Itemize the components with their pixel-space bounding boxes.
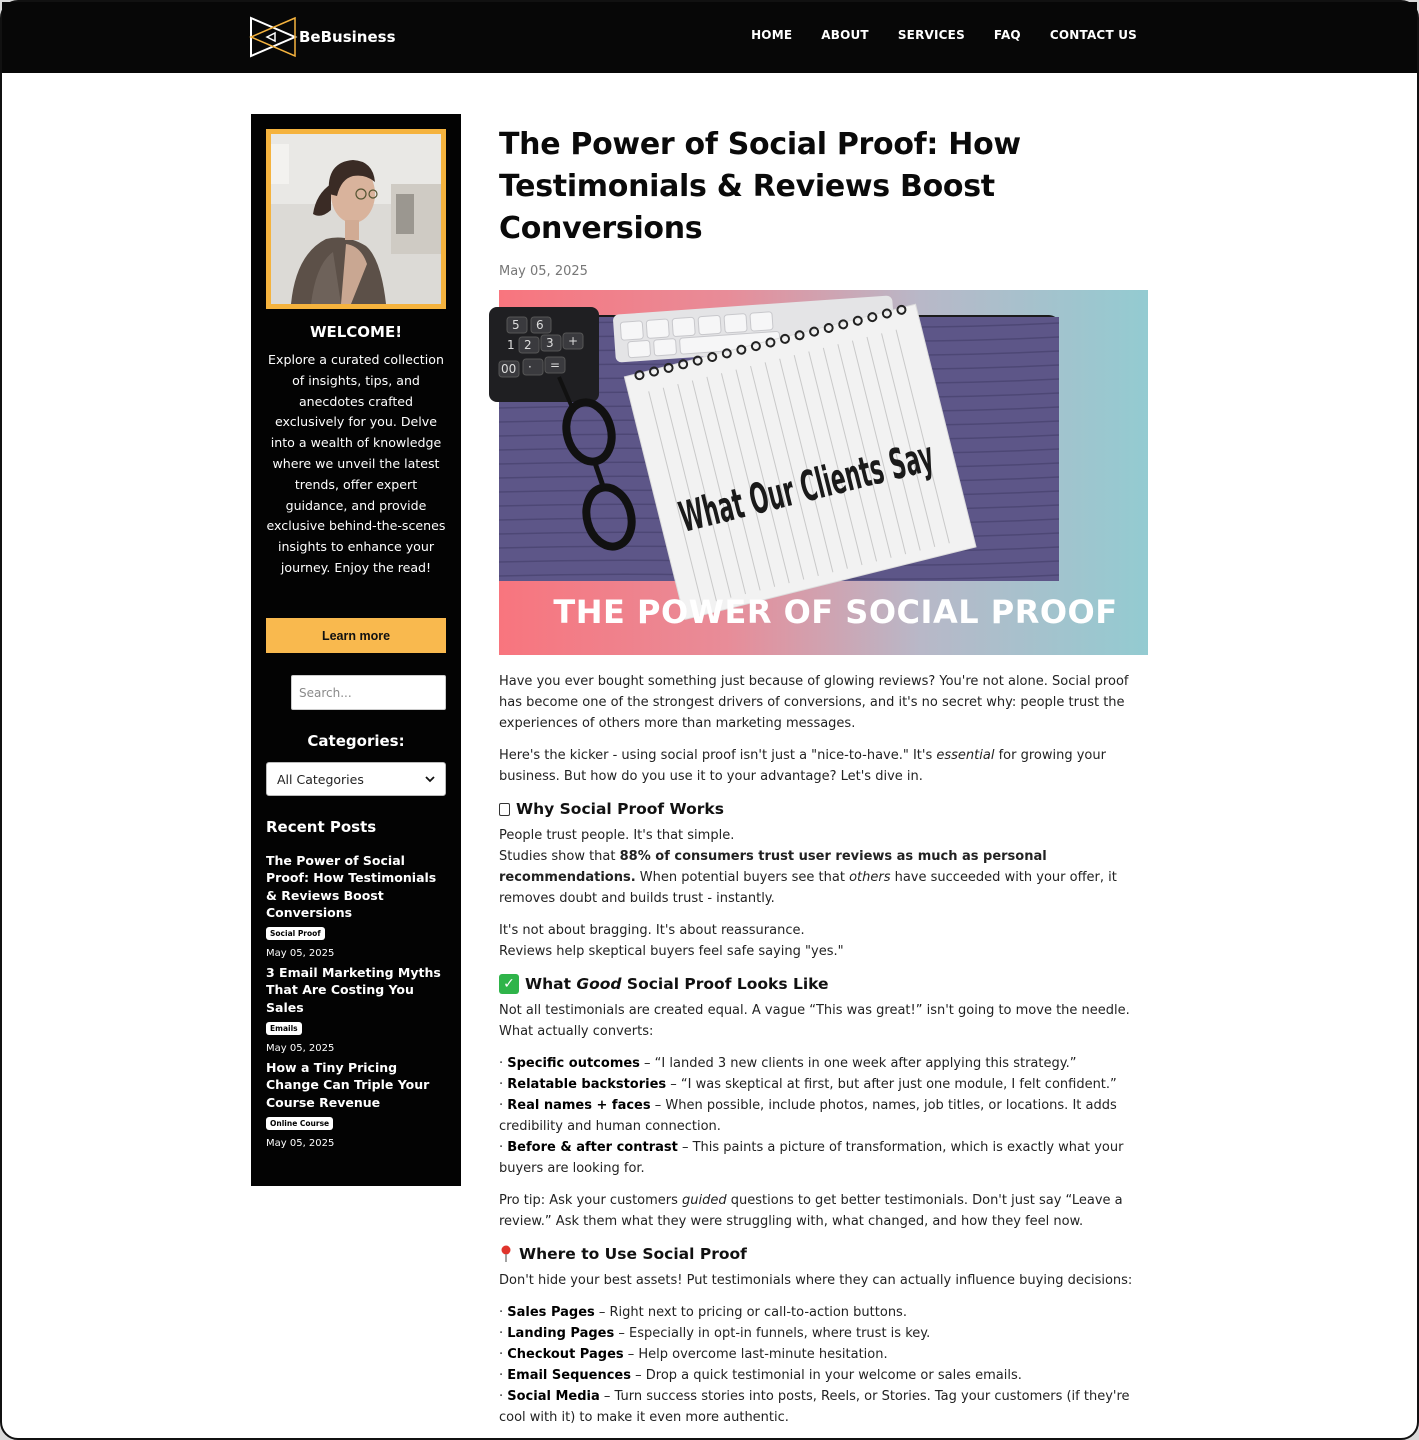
categories-select[interactable] bbox=[266, 762, 446, 796]
paragraph: Have you ever bought something just because of glowing reviews? You're not alone. Social proof has become one of the strongest drivers of conversions, and it's no secret why: people trust the experiences of others more than marketing messages. bbox=[499, 674, 1129, 731]
list-item: · Real names + faces – When possible, include photos, names, job titles, or locations. It adds credibility and human connection. bbox=[499, 1098, 1117, 1134]
list-item: · Sales Pages – Right next to pricing or call-to-action buttons. bbox=[499, 1305, 907, 1320]
recent-post-tag[interactable]: Social Proof bbox=[266, 927, 325, 940]
calc-key: 3 bbox=[546, 336, 554, 350]
paragraph: Here's the kicker - using social proof isn't just a "nice-to-have." It's essential for growing your business. But how do you use it to your advantage? Let's dive in. bbox=[499, 748, 1106, 784]
hero-caption: THE POWER OF SOCIAL PROOF bbox=[553, 593, 1118, 631]
list-item: · Checkout Pages – Help overcome last-minute hesitation. bbox=[499, 1347, 888, 1362]
pin-icon bbox=[499, 1245, 513, 1263]
calc-key: · bbox=[528, 360, 532, 374]
article-date: May 05, 2025 bbox=[499, 264, 588, 279]
bullet-list bbox=[499, 1053, 1149, 1179]
main-nav bbox=[751, 28, 1137, 42]
paragraph: Pro tip: Ask your customers guided questions to get better testimonials. Don't just say “Leave a review.” Ask them what they were struggling with, what changed, and how they feel now. bbox=[499, 1193, 1123, 1229]
list-item: · Social Media – Turn success stories into posts, Reels, or Stories. Tag your customers (if they're cool with it) to make it even more authentic. bbox=[499, 1389, 1130, 1425]
recent-post-date: May 05, 2025 bbox=[266, 1137, 335, 1149]
recent-post-title[interactable]: The Power of Social Proof: How Testimonials & Reviews Boost Conversions bbox=[266, 853, 437, 920]
calc-key: 6 bbox=[536, 318, 544, 332]
paragraph: It's not about bragging. It's about reassurance. Reviews help skeptical buyers feel safe saying "yes." bbox=[499, 923, 844, 959]
welcome-text: Explore a curated collection of insights, tips, and anecdotes crafted exclusively for you. Delve into a wealth of knowledge where we unveil the latest trends, offer expert guidance, and provide exclusive behind-the-scenes insights to enhance your journey. Enjoy the read! bbox=[266, 352, 446, 575]
site-header bbox=[2, 2, 1417, 73]
bullet-list bbox=[499, 1302, 1149, 1428]
article bbox=[499, 124, 1174, 1439]
recent-post-tag[interactable]: Emails bbox=[266, 1022, 302, 1035]
recent-post[interactable] bbox=[266, 852, 451, 959]
calc-key: = bbox=[550, 358, 561, 372]
list-item: · Specific outcomes – “I landed 3 new clients in one week after applying this strategy.” bbox=[499, 1056, 1077, 1071]
recent-post-date: May 05, 2025 bbox=[266, 1042, 335, 1054]
section-heading: Why Social Proof Works bbox=[499, 798, 1149, 820]
check-icon: ✓ bbox=[499, 974, 519, 994]
calc-key: 5 bbox=[512, 318, 520, 332]
recent-post[interactable] bbox=[266, 964, 451, 1054]
calc-key: + bbox=[568, 334, 579, 348]
list-item: · Landing Pages – Especially in opt-in funnels, where trust is key. bbox=[499, 1326, 931, 1341]
recent-post-date: May 05, 2025 bbox=[266, 948, 335, 960]
nav-contact-us[interactable]: CONTACT US bbox=[1049, 28, 1137, 42]
list-item: · Email Sequences – Drop a quick testimonial in your welcome or sales emails. bbox=[499, 1368, 1022, 1383]
nav-faq[interactable]: FAQ bbox=[993, 28, 1021, 42]
nav-home[interactable]: HOME bbox=[751, 28, 793, 42]
logo[interactable] bbox=[249, 16, 396, 58]
paragraph: Don't hide your best assets! Put testimonials where they can actually influence buying decisions: bbox=[499, 1273, 1133, 1288]
article-title: The Power of Social Proof: How Testimonials & Reviews Boost Conversions bbox=[499, 127, 1021, 246]
calc-key: 2 bbox=[524, 338, 532, 352]
section-heading: Where to Use Social Proof bbox=[499, 1243, 1149, 1265]
article-body bbox=[499, 671, 1149, 1428]
categories-selected-value: All Categories bbox=[277, 771, 364, 787]
nav-services[interactable]: SERVICES bbox=[897, 28, 965, 42]
author-photo bbox=[271, 134, 441, 304]
recent-post[interactable] bbox=[266, 1059, 451, 1149]
sidebar bbox=[251, 114, 461, 1186]
hero-image bbox=[499, 290, 1174, 655]
calc-key: 1 bbox=[507, 338, 515, 352]
recent-post-tag[interactable]: Online Course bbox=[266, 1117, 333, 1130]
hero-photo bbox=[499, 315, 1174, 579]
calc-key: 00 bbox=[501, 362, 517, 376]
brand-name: BeBusiness bbox=[299, 28, 396, 46]
notebook-illustration bbox=[499, 317, 1174, 581]
welcome-title: WELCOME! bbox=[309, 323, 403, 341]
list-item: · Before & after contrast – This paints a picture of transformation, which is exactly what your buyers are looking for. bbox=[499, 1140, 1124, 1176]
section-heading: ✓ What Good Social Proof Looks Like bbox=[499, 973, 1149, 995]
logo-icon bbox=[249, 16, 297, 58]
categories-title: Categories: bbox=[307, 732, 405, 750]
paragraph: Not all testimonials are created equal. A vague “This was great!” isn't going to move the needle. What actually converts: bbox=[499, 1003, 1130, 1039]
learn-more-button[interactable]: Learn more bbox=[266, 618, 446, 653]
notebook-text: What Our Clients Say bbox=[674, 372, 1174, 542]
recent-post-title[interactable]: How a Tiny Pricing Change Can Triple Your Course Revenue bbox=[266, 1060, 430, 1110]
list-item: · Relatable backstories – “I was skeptical at first, but after just one module, I felt confident.” bbox=[499, 1077, 1117, 1092]
author-portrait bbox=[266, 129, 446, 309]
nav-about[interactable]: ABOUT bbox=[821, 28, 869, 42]
paragraph: People trust people. It's that simple. Studies show that 88% of consumers trust user reviews as much as personal recommendations. When potential buyers see that others have succeeded with your offer, it removes doubt and builds trust - instantly. bbox=[499, 828, 1117, 906]
search-input[interactable] bbox=[291, 675, 446, 710]
recent-posts-title: Recent Posts bbox=[266, 818, 377, 836]
chevron-down-icon bbox=[425, 775, 435, 783]
recent-post-title[interactable]: 3 Email Marketing Myths That Are Costing You Sales bbox=[266, 965, 441, 1015]
missing-glyph-icon bbox=[499, 803, 510, 816]
